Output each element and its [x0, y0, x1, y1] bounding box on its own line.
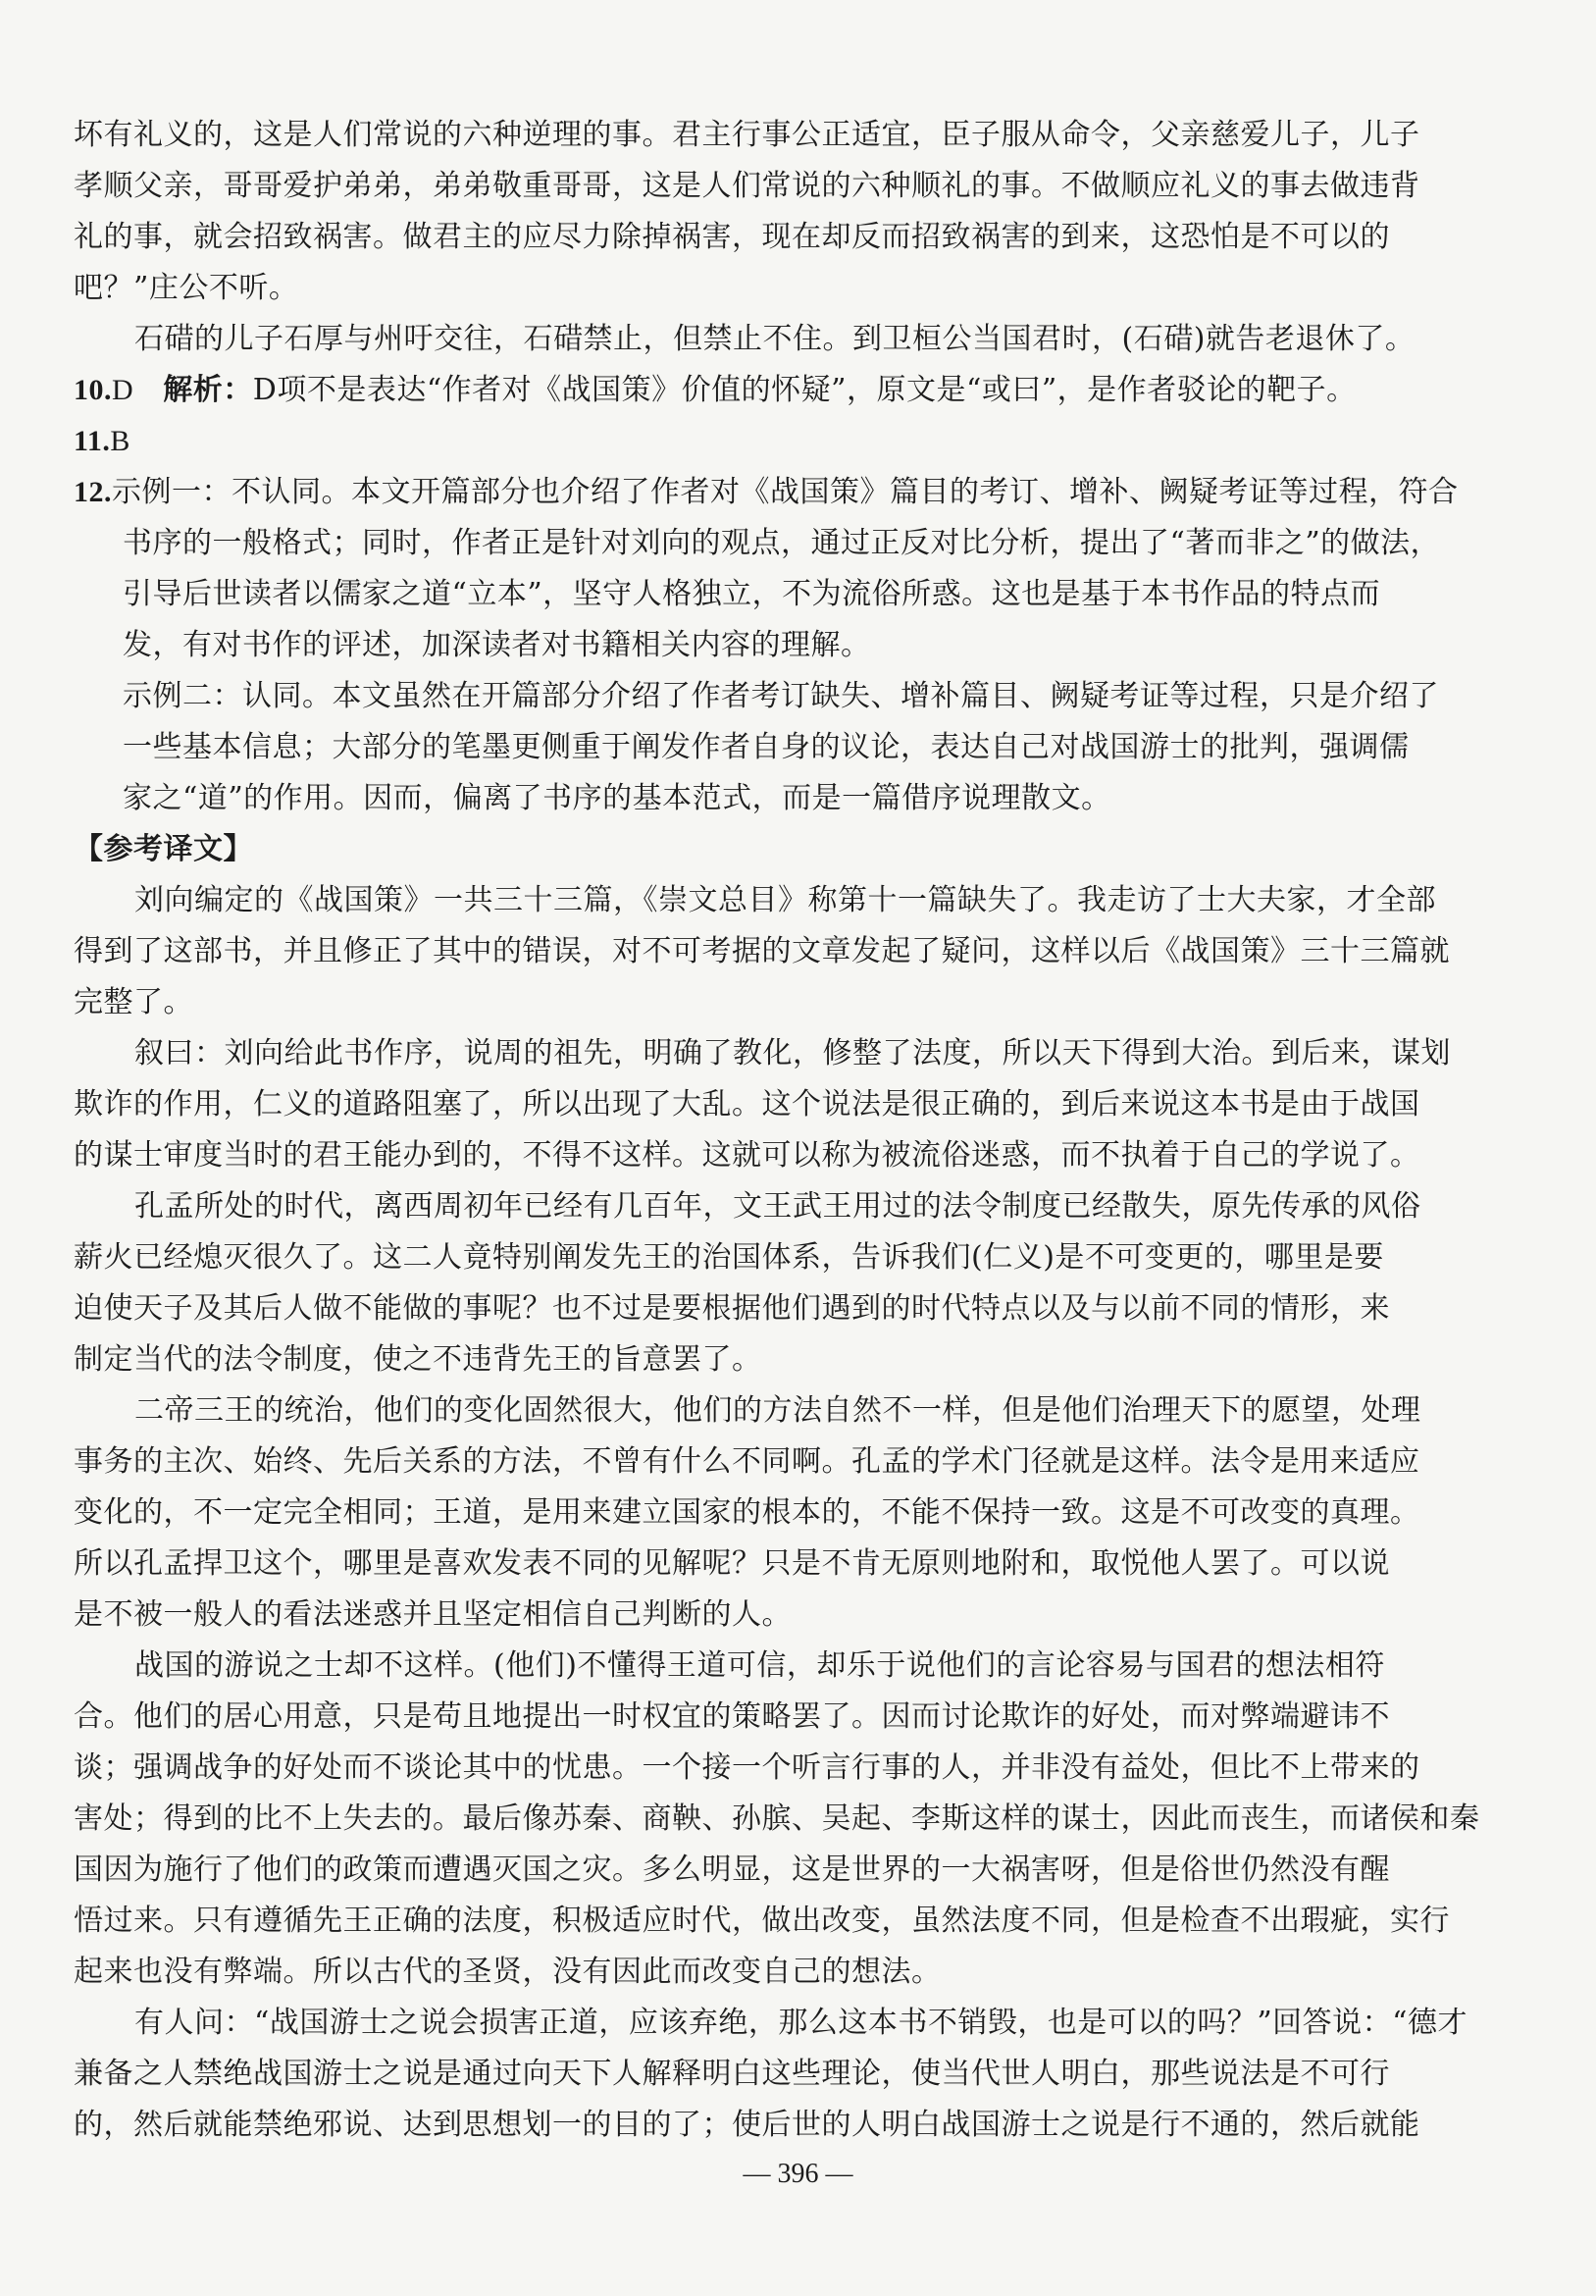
document-body: [74, 110, 1525, 2151]
answer-line: 家之“道”的作用。因而，偏离了书序的基本范式，而是一篇借序说理散文。: [123, 781, 1111, 815]
answer-line: 书序的一般格式；同时，作者正是针对刘向的观点，通过正反对比分析，提出了“著而非之”的做法，: [123, 526, 1441, 560]
answer-10: [74, 365, 1525, 416]
question-number: 11.: [74, 425, 111, 457]
text-line: 石碏的儿子石厚与州吁交往，石碏禁止，但禁止不住。到卫桓公当国君时，(石碏)就告老退休了。: [134, 322, 1416, 356]
answer-line: 一些基本信息；大部分的笔墨更侧重于阐发作者自身的议论，表达自己对战国游士的批判，强调儒: [123, 730, 1410, 764]
answer-line: 示例二：认同。本文虽然在开篇部分介绍了作者考订缺失、增补篇目、阙疑考证等过程，只是介绍了: [123, 679, 1439, 713]
text-line: 是不被一般人的看法迷惑并且坚定相信自己判断的人。: [74, 1597, 792, 1632]
text-line: 所以孔孟捍卫这个，哪里是喜欢发表不同的见解呢？只是不肯无原则地附和，取悦他人罢了。可以说: [74, 1546, 1390, 1581]
text-line: 吧？”庄公不听。: [74, 271, 299, 305]
text-line: 刘向编定的《战国策》一共三十三篇，《崇文总目》称第十一篇缺失了。我走访了士大夫家，才全部: [134, 883, 1436, 917]
question-number: 12.: [74, 476, 112, 508]
text-line: 孝顺父亲，哥哥爱护弟弟，弟弟敬重哥哥，这是人们常说的六种顺礼的事。不做顺应礼义的事去做违背: [74, 169, 1420, 203]
text-line: 起来也没有弊端。所以古代的圣贤，没有因此而改变自己的想法。: [74, 1955, 942, 1989]
answer-12: [74, 467, 1525, 518]
text-line: 的谋士审度当时的君王能办到的，不得不这样。这就可以称为被流俗迷惑，而不执着于自己的学说了。: [74, 1138, 1420, 1173]
text-line: 国因为施行了他们的政策而遭遇灭国之灾。多么明显，这是世界的一大祸害呀，但是俗世仍然没有醒: [74, 1852, 1390, 1887]
text-line: 合。他们的居心用意，只是苟且地提出一时权宜的策略罢了。因而讨论欺诈的好处，而对弊端避讳不: [74, 1699, 1390, 1734]
text-line: 害处；得到的比不上失去的。最后像苏秦、商鞅、孙膑、吴起、李斯这样的谋士，因此而丧生，而诸侯和秦: [74, 1801, 1480, 1836]
page-number: — 396 —: [743, 2159, 853, 2189]
answer-choice: B: [110, 425, 130, 457]
answer-choice: D: [112, 374, 134, 406]
analysis-text: D项不是表达“作者对《战国策》价值的怀疑”，原文是“或曰”，是作者驳论的靶子。: [252, 373, 1357, 407]
text-line: 事务的主次、始终、先后关系的方法，不曾有什么不同啊。孔孟的学术门径就是这样。法令是用来适应: [74, 1444, 1420, 1479]
analysis-label: 解析：: [163, 373, 253, 407]
text-line: 二帝三王的统治，他们的变化固然很大，他们的方法自然不一样，但是他们治理天下的愿望，处理: [134, 1393, 1421, 1428]
text-line: 战国的游说之士却不这样。(他们)不懂得王道可信，却乐于说他们的言论容易与国君的想法相符: [134, 1648, 1385, 1683]
text-line: 得到了这部书，并且修正了其中的错误，对不可考据的文章发起了疑问，这样以后《战国策》三十三篇就: [74, 934, 1450, 968]
section-heading: 【参考译文】: [74, 832, 253, 866]
text-line: 兼备之人禁绝战国游士之说是通过向天下人解释明白这些理论，使当代世人明白，那些说法是不可行: [74, 2057, 1390, 2091]
text-line: 谈；强调战争的好处而不谈论其中的忧患。一个接一个听言行事的人，并非没有益处，但比不上带来的: [74, 1750, 1420, 1785]
text-line: 变化的，不一定完全相同；王道，是用来建立国家的根本的，不能不保持一致。这是不可改变的真理。: [74, 1495, 1420, 1530]
answer-line: 引导后世读者以儒家之道“立本”，坚守人格独立，不为流俗所惑。这也是基于本书作品的特点而: [123, 577, 1381, 611]
text-line: 制定当代的法令制度，使之不违背先王的旨意罢了。: [74, 1342, 762, 1377]
text-line: 欺诈的作用，仁义的道路阻塞了，所以出现了大乱。这个说法是很正确的，到后来说这本书是由于战国: [74, 1087, 1420, 1122]
text-line: 的，然后就能禁绝邪说、达到思想划一的目的了；使后世的人明白战国游士之说是行不通的，然后就能: [74, 2108, 1420, 2142]
text-line: 孔孟所处的时代，离西周初年已经有几百年，文王武王用过的法令制度已经散失，原先传承的风俗: [134, 1189, 1421, 1224]
text-line: 悟过来。只有遵循先王正确的法度，积极适应时代，做出改变，虽然法度不同，但是检查不出瑕疵，实行: [74, 1904, 1450, 1938]
text-line: 有人问：“战国游士之说会损害正道，应该弃绝，那么这本书不销毁，也是可以的吗？”回答说：“德才: [134, 2006, 1468, 2040]
text-line: 迫使天子及其后人做不能做的事呢？也不过是要根据他们遇到的时代特点以及与以前不同的情形，来: [74, 1291, 1390, 1326]
answer-11: [74, 416, 1525, 467]
answer-line: 发，有对书作的评述，加深读者对书籍相关内容的理解。: [123, 628, 871, 662]
answer-line: 示例一：不认同。本文开篇部分也介绍了作者对《战国策》篇目的考订、增补、阙疑考证等过程，符合: [112, 475, 1459, 509]
text-line: 完整了。: [74, 985, 193, 1019]
question-number: 10.: [74, 374, 112, 406]
text-line: 礼的事，就会招致祸害。做君主的应尽力除掉祸害，现在却反而招致祸害的到来，这恐怕是不可以的: [74, 220, 1390, 254]
text-line: 坏有礼义的，这是人们常说的六种逆理的事。君主行事公正适宜，臣子服从命令，父亲慈爱儿子，儿子: [74, 118, 1420, 152]
text-line: 薪火已经熄灭很久了。这二人竟特别阐发先王的治国体系，告诉我们(仁义)是不可变更的，哪里是要: [74, 1240, 1384, 1275]
text-line: 叙曰：刘向给此书作序，说周的祖先，明确了教化，修整了法度，所以天下得到大治。到后来，谋划: [134, 1036, 1451, 1070]
